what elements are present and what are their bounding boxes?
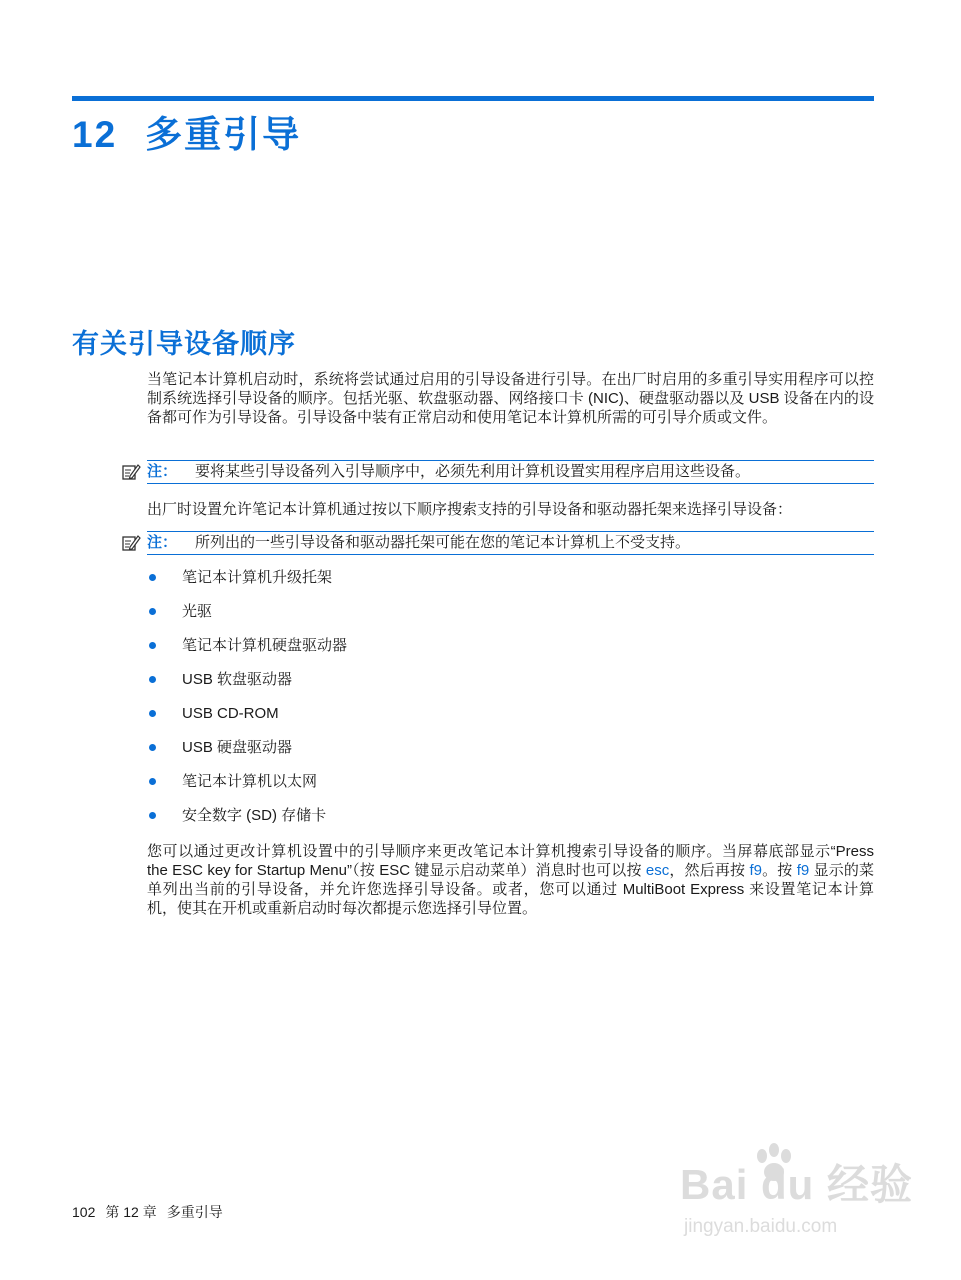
list-item-text: 笔记本计算机以太网 [182, 773, 318, 790]
bullet-icon [149, 778, 156, 785]
chapter-rule [72, 96, 874, 101]
footer-chapter-ref: 第 12 章 [105, 1204, 157, 1220]
note-text: 所列出的一些引导设备和驱动器托架可能在您的笔记本计算机上不受支持。 [195, 534, 691, 551]
list-item [147, 636, 347, 670]
intro-paragraph: 当笔记本计算机启动时，系统将尝试通过启用的引导设备进行引导。在出厂时启用的多重引导实用程序可以控制系统选择引导设备的顺序。包括光驱、软盘驱动器、网络接口卡 (NIC)、硬盘驱动器以及 USB 设备在内的设备都可作为引导设备。引导设备中装有正常启动和使用笔记本计算机所需的可引导介质或文件。 [147, 371, 874, 426]
list-item-text: 安全数字 (SD) 存储卡 [182, 807, 327, 824]
bullet-icon [149, 676, 156, 683]
note-pencil-icon [121, 462, 141, 482]
list-item-text: USB 软盘驱动器 [182, 671, 293, 688]
note-text: 要将某些引导设备列入引导顺序中，必须先利用计算机设置实用程序启用这些设备。 [195, 463, 751, 480]
baidu-watermark [676, 1140, 916, 1250]
note-pencil-icon [121, 533, 141, 553]
note-enable-devices [147, 460, 874, 484]
list-item-text: USB CD-ROM [182, 705, 279, 722]
bullet-icon [149, 812, 156, 819]
chapter-name: 多重引导 [145, 114, 302, 155]
note-label: 注： [147, 534, 178, 551]
page-number: 102 [72, 1204, 96, 1220]
change-boot-order-paragraph [147, 842, 874, 918]
boot-order-list [147, 568, 347, 840]
paragraph-text: ，然后再按 [669, 862, 750, 879]
list-item [147, 738, 347, 772]
esc-key-ref: esc [645, 862, 670, 879]
f9-key-ref: f9 [796, 862, 810, 879]
f9-key-ref: f9 [749, 862, 762, 879]
bullet-icon [149, 608, 156, 615]
watermark-url: jingyan.baidu.com [684, 1216, 838, 1237]
list-item [147, 772, 347, 806]
list-item [147, 602, 347, 636]
boot-order-paragraph: 出厂时设置允许笔记本计算机通过按以下顺序搜索支持的引导设备和驱动器托架来选择引导设备： [147, 501, 793, 518]
chapter-title [72, 104, 301, 158]
paragraph-text: 。按 [761, 862, 797, 879]
list-item [147, 806, 347, 840]
bullet-icon [149, 574, 156, 581]
chapter-number: 12 [72, 114, 118, 155]
footer-chapter-name: 多重引导 [166, 1204, 223, 1220]
bullet-icon [149, 642, 156, 649]
bullet-icon [149, 710, 156, 717]
paragraph-text: 显示的菜单列出当前的引导设备，并允许您选择引导设备。或者，您可以通过 MultiBoot Express 来设置笔记本计算机，使其在开机或重新启动时每次都提示您选择引导位置。 [147, 862, 875, 917]
list-item [147, 704, 347, 738]
bullet-icon [149, 744, 156, 751]
watermark-logo: Bai du 经验 [680, 1161, 914, 1208]
list-item [147, 670, 347, 704]
list-item [147, 568, 347, 602]
list-item-text: 光驱 [182, 603, 213, 620]
note-label: 注： [147, 463, 178, 480]
list-item-text: USB 硬盘驱动器 [182, 739, 293, 756]
list-item-text: 笔记本计算机升级托架 [182, 569, 333, 586]
paragraph-text: 您可以通过更改计算机设置中的引导顺序来更改笔记本计算机搜索引导设备的顺序。当屏幕底部显示“Press the ESC key for Startup Menu”（按 ESC 键显示启动菜单）消息时也可以按 [147, 843, 874, 879]
note-unsupported-devices [147, 531, 874, 555]
page-footer [72, 1202, 233, 1222]
list-item-text: 笔记本计算机硬盘驱动器 [182, 637, 348, 654]
section-title: 有关引导设备顺序 [72, 329, 296, 359]
